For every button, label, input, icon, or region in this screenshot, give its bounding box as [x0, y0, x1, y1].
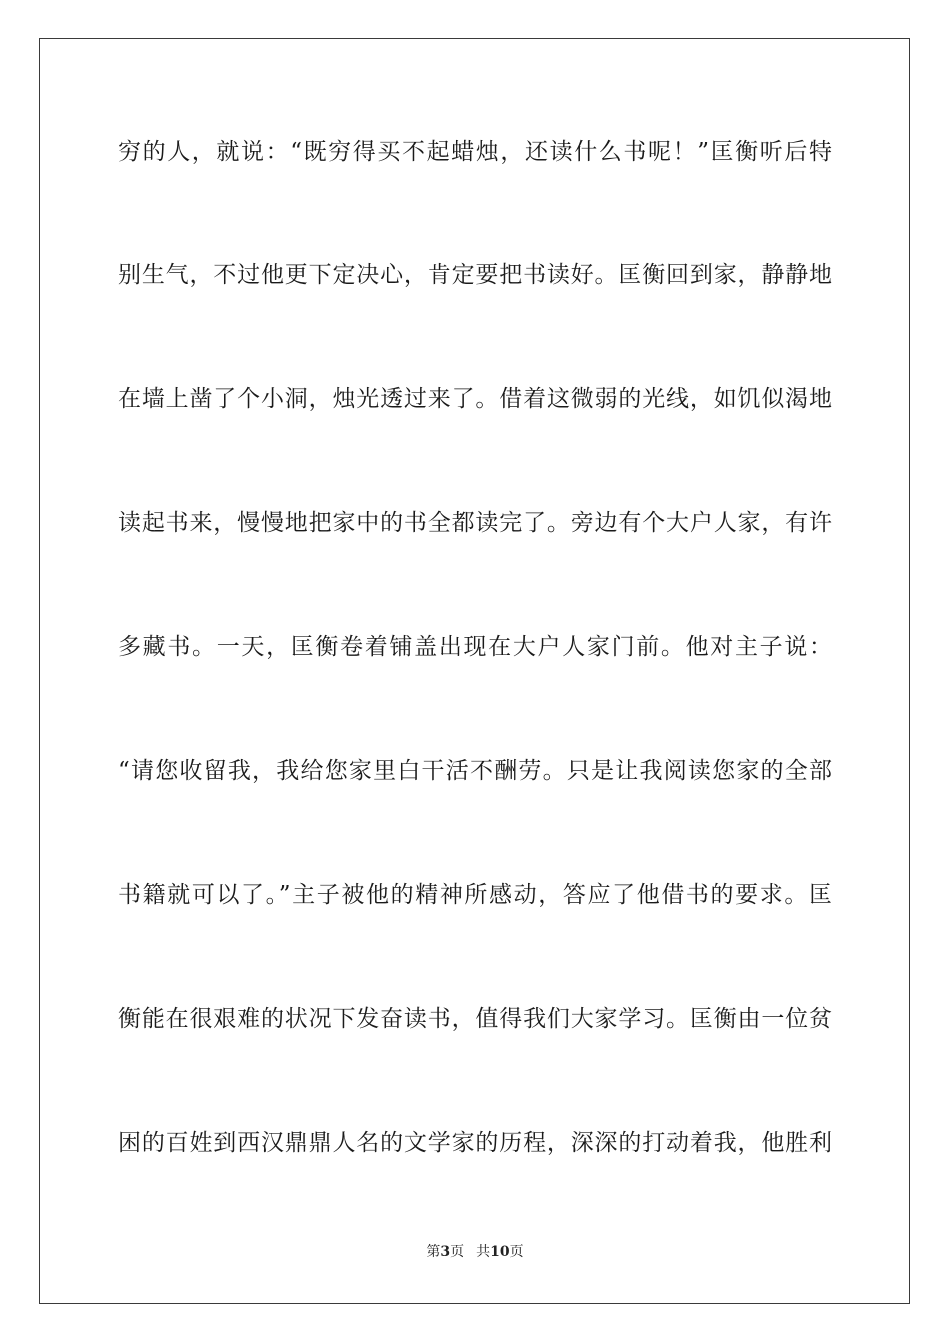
- paragraph-line: 读起书来，慢慢地把家中的书全都读完了。旁边有个大户人家，有许: [118, 510, 832, 536]
- paragraph-line: 多藏书。一天，匡衡卷着铺盖出现在大户人家门前。他对主子说：: [118, 634, 832, 660]
- page-prefix: 第: [426, 1244, 441, 1260]
- total-prefix: 共: [476, 1244, 491, 1260]
- total-pages: 10: [490, 1244, 510, 1260]
- total-suffix: 页: [509, 1244, 524, 1260]
- page-suffix: 页: [450, 1244, 465, 1260]
- page-frame: [39, 38, 910, 1304]
- paragraph-line: “请您收留我，我给您家里白干活不酬劳。只是让我阅读您家的全部: [118, 758, 832, 784]
- page-number: 3: [440, 1244, 451, 1260]
- paragraph-line: 困的百姓到西汉鼎鼎人名的文学家的历程，深深的打动着我，他胜利: [118, 1130, 832, 1156]
- paragraph-line: 别生气，不过他更下定决心，肯定要把书读好。匡衡回到家，静静地: [118, 262, 832, 288]
- paragraph-line: 衡能在很艰难的状况下发奋读书，值得我们大家学习。匡衡由一位贫: [118, 1006, 832, 1032]
- paragraph-line: 书籍就可以了。”主子被他的精神所感动，答应了他借书的要求。匡: [118, 882, 832, 908]
- paragraph-line: 在墙上凿了个小洞，烛光透过来了。借着这微弱的光线，如饥似渴地: [118, 386, 832, 412]
- page-footer: [0, 1243, 950, 1261]
- paragraph-line: 穷的人，就说：“既穷得买不起蜡烛，还读什么书呢！”匡衡听后特: [118, 139, 832, 165]
